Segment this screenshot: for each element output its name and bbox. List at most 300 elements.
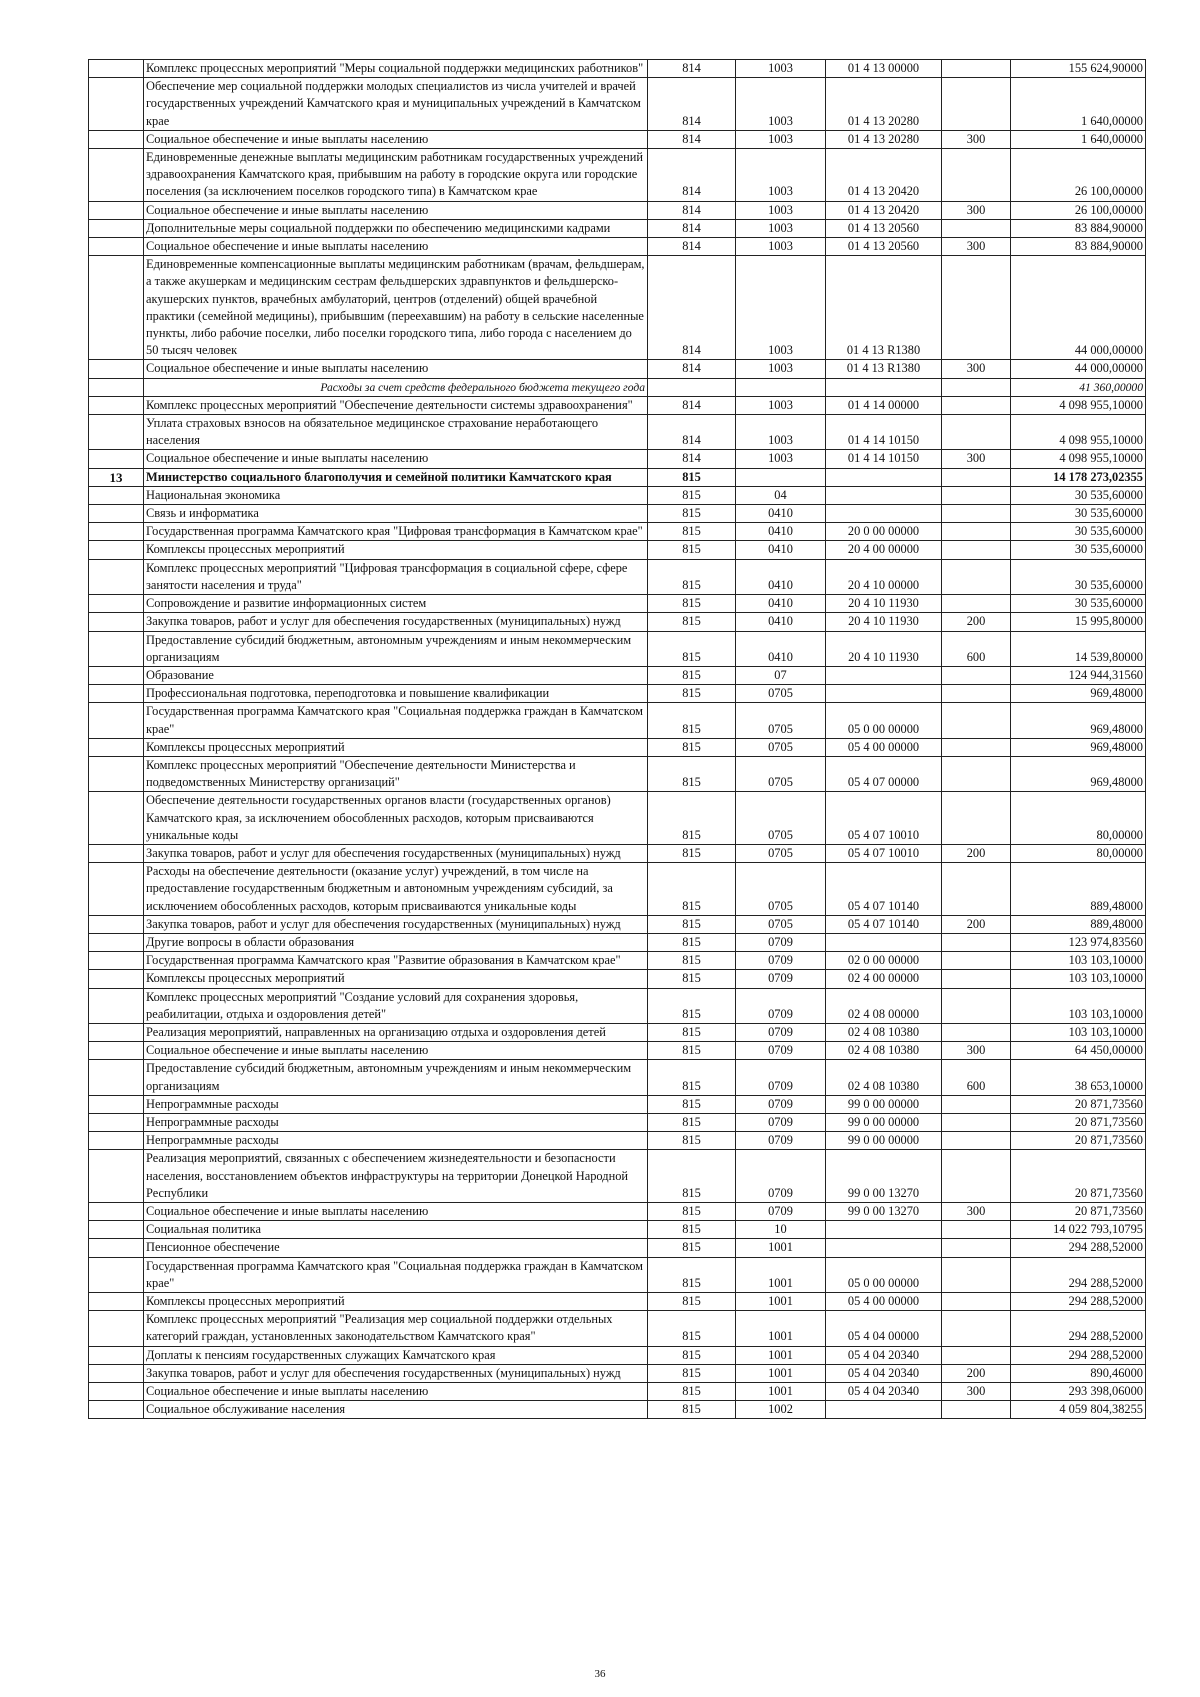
target-article-code: 20 4 10 11930 bbox=[826, 595, 942, 613]
amount: 64 450,00000 bbox=[1011, 1042, 1146, 1060]
target-article-code: 02 4 08 10380 bbox=[826, 1023, 942, 1041]
row-number bbox=[89, 844, 144, 862]
row-number bbox=[89, 703, 144, 738]
target-article-code: 05 4 04 00000 bbox=[826, 1311, 942, 1346]
table-row bbox=[89, 1023, 1146, 1041]
amount: 889,48000 bbox=[1011, 863, 1146, 916]
table-row bbox=[89, 256, 1146, 360]
ved-code: 814 bbox=[648, 78, 736, 131]
expense-type-code bbox=[942, 1150, 1011, 1203]
ved-code: 815 bbox=[648, 1383, 736, 1401]
row-number bbox=[89, 631, 144, 666]
section-code: 0709 bbox=[736, 988, 826, 1023]
target-article-code: 99 0 00 00000 bbox=[826, 1095, 942, 1113]
target-article-code: 02 4 08 00000 bbox=[826, 988, 942, 1023]
expense-type-code bbox=[942, 703, 1011, 738]
table-row bbox=[89, 595, 1146, 613]
target-article-code bbox=[826, 1239, 942, 1257]
row-name: Единовременные денежные выплаты медицинским работникам государственных учреждений здравоохранения Камчатского края, прибывшим на работу в городские округа или городские поселения (за исключением поселков городского типа) в Камчатском крае bbox=[144, 149, 648, 202]
row-name: Комплекс процессных мероприятий "Цифровая трансформация в социальной сфере, сфере занятости населения и труда" bbox=[144, 559, 648, 594]
row-name: Пенсионное обеспечение bbox=[144, 1239, 648, 1257]
table-row bbox=[89, 1042, 1146, 1060]
target-article-code: 01 4 14 10150 bbox=[826, 450, 942, 468]
expense-type-code bbox=[942, 1113, 1011, 1131]
section-code bbox=[736, 378, 826, 396]
expense-type-code: 300 bbox=[942, 1383, 1011, 1401]
section-code: 1001 bbox=[736, 1239, 826, 1257]
row-number bbox=[89, 78, 144, 131]
row-number bbox=[89, 933, 144, 951]
amount: 20 871,73560 bbox=[1011, 1132, 1146, 1150]
table-row bbox=[89, 756, 1146, 791]
ved-code: 815 bbox=[648, 1132, 736, 1150]
ved-code: 815 bbox=[648, 1042, 736, 1060]
row-number bbox=[89, 666, 144, 684]
ved-code: 814 bbox=[648, 360, 736, 378]
row-number bbox=[89, 1239, 144, 1257]
row-number bbox=[89, 396, 144, 414]
amount: 103 103,10000 bbox=[1011, 1023, 1146, 1041]
section-code: 0705 bbox=[736, 844, 826, 862]
row-name: Социальное обеспечение и иные выплаты населению bbox=[144, 450, 648, 468]
amount: 14 178 273,02355 bbox=[1011, 468, 1146, 486]
ved-code: 815 bbox=[648, 1364, 736, 1382]
section-code: 0709 bbox=[736, 1150, 826, 1203]
ved-code: 815 bbox=[648, 792, 736, 845]
expense-type-code: 200 bbox=[942, 613, 1011, 631]
row-number bbox=[89, 1060, 144, 1095]
row-number bbox=[89, 988, 144, 1023]
page-number: 36 bbox=[594, 1668, 606, 1680]
amount: 83 884,90000 bbox=[1011, 219, 1146, 237]
row-name: Уплата страховых взносов на обязательное медицинское страхование неработающего населения bbox=[144, 415, 648, 450]
target-article-code: 01 4 13 R1380 bbox=[826, 360, 942, 378]
amount: 30 535,60000 bbox=[1011, 595, 1146, 613]
section-code: 1003 bbox=[736, 219, 826, 237]
amount: 294 288,52000 bbox=[1011, 1239, 1146, 1257]
section-code: 04 bbox=[736, 486, 826, 504]
row-number bbox=[89, 792, 144, 845]
amount: 15 995,80000 bbox=[1011, 613, 1146, 631]
ved-code: 815 bbox=[648, 1150, 736, 1203]
ved-code: 815 bbox=[648, 1221, 736, 1239]
ved-code: 815 bbox=[648, 523, 736, 541]
section-code: 0709 bbox=[736, 1095, 826, 1113]
ved-code: 815 bbox=[648, 844, 736, 862]
row-name: Социальное обеспечение и иные выплаты населению bbox=[144, 1383, 648, 1401]
row-number bbox=[89, 360, 144, 378]
ved-code: 814 bbox=[648, 396, 736, 414]
row-name: Закупка товаров, работ и услуг для обеспечения государственных (муниципальных) нужд bbox=[144, 844, 648, 862]
section-code bbox=[736, 468, 826, 486]
expense-type-code bbox=[942, 1293, 1011, 1311]
row-name: Комплексы процессных мероприятий bbox=[144, 738, 648, 756]
row-name: Расходы за счет средств федерального бюджета текущего года bbox=[144, 378, 648, 396]
ved-code: 815 bbox=[648, 863, 736, 916]
table-row bbox=[89, 415, 1146, 450]
ved-code: 815 bbox=[648, 1257, 736, 1292]
amount: 103 103,10000 bbox=[1011, 970, 1146, 988]
row-name: Реализация мероприятий, связанных с обеспечением жизнедеятельности и безопасности населения, восстановлением объектов инфраструктуры на территории Донецкой Народной Республики bbox=[144, 1150, 648, 1203]
target-article-code bbox=[826, 933, 942, 951]
amount: 30 535,60000 bbox=[1011, 505, 1146, 523]
table-row bbox=[89, 541, 1146, 559]
section-code: 1003 bbox=[736, 256, 826, 360]
amount: 293 398,06000 bbox=[1011, 1383, 1146, 1401]
row-number bbox=[89, 1095, 144, 1113]
expense-type-code: 300 bbox=[942, 238, 1011, 256]
ved-code: 815 bbox=[648, 703, 736, 738]
ved-code: 815 bbox=[648, 1113, 736, 1131]
target-article-code: 05 4 00 00000 bbox=[826, 738, 942, 756]
amount: 4 098 955,10000 bbox=[1011, 396, 1146, 414]
row-number bbox=[89, 256, 144, 360]
table-row bbox=[89, 219, 1146, 237]
row-number bbox=[89, 1364, 144, 1382]
section-code: 0705 bbox=[736, 915, 826, 933]
row-name: Национальная экономика bbox=[144, 486, 648, 504]
table-row bbox=[89, 613, 1146, 631]
table-row bbox=[89, 1383, 1146, 1401]
row-name: Министерство социального благополучия и семейной политики Камчатского края bbox=[144, 468, 648, 486]
target-article-code bbox=[826, 505, 942, 523]
section-code: 1001 bbox=[736, 1293, 826, 1311]
row-number bbox=[89, 541, 144, 559]
table-row bbox=[89, 1150, 1146, 1203]
section-code: 0709 bbox=[736, 970, 826, 988]
row-number bbox=[89, 238, 144, 256]
row-name: Непрограммные расходы bbox=[144, 1113, 648, 1131]
expense-type-code bbox=[942, 738, 1011, 756]
expense-type-code bbox=[942, 988, 1011, 1023]
section-code: 0410 bbox=[736, 505, 826, 523]
amount: 30 535,60000 bbox=[1011, 523, 1146, 541]
row-number: 13 bbox=[89, 468, 144, 486]
expense-type-code bbox=[942, 60, 1011, 78]
target-article-code: 02 4 08 10380 bbox=[826, 1042, 942, 1060]
target-article-code: 05 4 04 20340 bbox=[826, 1364, 942, 1382]
section-code: 0410 bbox=[736, 541, 826, 559]
row-number bbox=[89, 685, 144, 703]
ved-code: 815 bbox=[648, 1095, 736, 1113]
row-number bbox=[89, 60, 144, 78]
table-row bbox=[89, 78, 1146, 131]
ved-code: 815 bbox=[648, 666, 736, 684]
expense-type-code bbox=[942, 863, 1011, 916]
ved-code: 815 bbox=[648, 1293, 736, 1311]
table-row bbox=[89, 1113, 1146, 1131]
amount: 1 640,00000 bbox=[1011, 130, 1146, 148]
table-row bbox=[89, 1095, 1146, 1113]
target-article-code: 02 4 00 00000 bbox=[826, 970, 942, 988]
expense-type-code: 300 bbox=[942, 201, 1011, 219]
section-code: 1003 bbox=[736, 78, 826, 131]
row-name: Социальное обеспечение и иные выплаты населению bbox=[144, 360, 648, 378]
target-article-code: 99 0 00 13270 bbox=[826, 1150, 942, 1203]
section-code: 1003 bbox=[736, 149, 826, 202]
amount: 26 100,00000 bbox=[1011, 149, 1146, 202]
expense-type-code bbox=[942, 1239, 1011, 1257]
ved-code: 815 bbox=[648, 613, 736, 631]
ved-code: 814 bbox=[648, 149, 736, 202]
expense-type-code bbox=[942, 149, 1011, 202]
row-number bbox=[89, 1042, 144, 1060]
table-row bbox=[89, 703, 1146, 738]
section-code: 0410 bbox=[736, 523, 826, 541]
table-row bbox=[89, 1132, 1146, 1150]
expense-type-code: 300 bbox=[942, 1042, 1011, 1060]
amount: 14 022 793,10795 bbox=[1011, 1221, 1146, 1239]
row-name: Закупка товаров, работ и услуг для обеспечения государственных (муниципальных) нужд bbox=[144, 613, 648, 631]
row-number bbox=[89, 738, 144, 756]
expense-type-code bbox=[942, 523, 1011, 541]
row-name: Комплекс процессных мероприятий "Меры социальной поддержки медицинских работников" bbox=[144, 60, 648, 78]
target-article-code: 01 4 14 00000 bbox=[826, 396, 942, 414]
expense-type-code bbox=[942, 378, 1011, 396]
row-name: Государственная программа Камчатского края "Развитие образования в Камчатском крае" bbox=[144, 952, 648, 970]
section-code: 0709 bbox=[736, 1113, 826, 1131]
expense-type-code bbox=[942, 952, 1011, 970]
row-number bbox=[89, 863, 144, 916]
row-number bbox=[89, 1023, 144, 1041]
expense-type-code bbox=[942, 1311, 1011, 1346]
table-row bbox=[89, 1257, 1146, 1292]
row-number bbox=[89, 523, 144, 541]
row-name: Социальное обслуживание населения bbox=[144, 1401, 648, 1419]
ved-code: 814 bbox=[648, 256, 736, 360]
expense-type-code bbox=[942, 541, 1011, 559]
section-code: 0705 bbox=[736, 863, 826, 916]
target-article-code bbox=[826, 486, 942, 504]
row-number bbox=[89, 1311, 144, 1346]
ved-code: 815 bbox=[648, 915, 736, 933]
ved-code: 814 bbox=[648, 415, 736, 450]
target-article-code: 20 4 00 00000 bbox=[826, 541, 942, 559]
document-page bbox=[88, 59, 1145, 1419]
row-name: Образование bbox=[144, 666, 648, 684]
row-number bbox=[89, 1150, 144, 1203]
row-name: Социальное обеспечение и иные выплаты населению bbox=[144, 130, 648, 148]
section-code: 1003 bbox=[736, 450, 826, 468]
ved-code: 815 bbox=[648, 1311, 736, 1346]
table-row bbox=[89, 1346, 1146, 1364]
amount: 124 944,31560 bbox=[1011, 666, 1146, 684]
expense-type-code bbox=[942, 486, 1011, 504]
section-code: 0705 bbox=[736, 792, 826, 845]
ved-code: 815 bbox=[648, 952, 736, 970]
expense-type-code bbox=[942, 468, 1011, 486]
expense-type-code bbox=[942, 559, 1011, 594]
row-name: Предоставление субсидий бюджетным, автономным учреждениям и иным некоммерческим организациям bbox=[144, 1060, 648, 1095]
table-row bbox=[89, 685, 1146, 703]
amount: 20 871,73560 bbox=[1011, 1095, 1146, 1113]
ved-code: 814 bbox=[648, 130, 736, 148]
amount: 294 288,52000 bbox=[1011, 1257, 1146, 1292]
row-name: Непрограммные расходы bbox=[144, 1132, 648, 1150]
row-name: Комплексы процессных мероприятий bbox=[144, 970, 648, 988]
section-code: 1001 bbox=[736, 1311, 826, 1346]
section-code: 1001 bbox=[736, 1364, 826, 1382]
table-row bbox=[89, 631, 1146, 666]
section-code: 1001 bbox=[736, 1257, 826, 1292]
section-code: 1003 bbox=[736, 201, 826, 219]
ved-code: 815 bbox=[648, 1060, 736, 1095]
table-row bbox=[89, 933, 1146, 951]
section-code: 1003 bbox=[736, 60, 826, 78]
row-name: Комплекс процессных мероприятий "Создание условий для сохранения здоровья, реабилитации, отдыха и оздоровления детей" bbox=[144, 988, 648, 1023]
row-name: Обеспечение деятельности государственных органов власти (государственных органов) Камчатского края, за исключением обособленных расходов, которым присваиваются уникальные коды bbox=[144, 792, 648, 845]
target-article-code: 01 4 13 20560 bbox=[826, 238, 942, 256]
row-number bbox=[89, 486, 144, 504]
amount: 30 535,60000 bbox=[1011, 541, 1146, 559]
row-name: Обеспечение мер социальной поддержки молодых специалистов из числа учителей и врачей государственных учреждений Камчатского края и муниципальных учреждений в Камчатском крае bbox=[144, 78, 648, 131]
table-row bbox=[89, 863, 1146, 916]
ved-code: 815 bbox=[648, 1203, 736, 1221]
row-number bbox=[89, 1221, 144, 1239]
table-row bbox=[89, 792, 1146, 845]
section-code: 1001 bbox=[736, 1383, 826, 1401]
table-row bbox=[89, 1401, 1146, 1419]
target-article-code: 05 4 00 00000 bbox=[826, 1293, 942, 1311]
expense-type-code bbox=[942, 256, 1011, 360]
table-row bbox=[89, 201, 1146, 219]
row-number bbox=[89, 1401, 144, 1419]
target-article-code: 01 4 13 R1380 bbox=[826, 256, 942, 360]
section-code: 1003 bbox=[736, 415, 826, 450]
amount: 30 535,60000 bbox=[1011, 486, 1146, 504]
expense-type-code bbox=[942, 666, 1011, 684]
section-code: 1003 bbox=[736, 130, 826, 148]
row-number bbox=[89, 1293, 144, 1311]
target-article-code: 99 0 00 13270 bbox=[826, 1203, 942, 1221]
target-article-code: 01 4 13 20560 bbox=[826, 219, 942, 237]
target-article-code: 01 4 13 20420 bbox=[826, 201, 942, 219]
amount: 83 884,90000 bbox=[1011, 238, 1146, 256]
table-row bbox=[89, 360, 1146, 378]
ved-code: 815 bbox=[648, 559, 736, 594]
section-code: 0709 bbox=[736, 952, 826, 970]
table-row bbox=[89, 970, 1146, 988]
target-article-code: 20 4 10 11930 bbox=[826, 613, 942, 631]
expense-type-code bbox=[942, 1095, 1011, 1113]
row-name: Закупка товаров, работ и услуг для обеспечения государственных (муниципальных) нужд bbox=[144, 915, 648, 933]
row-number bbox=[89, 1132, 144, 1150]
table-row bbox=[89, 1293, 1146, 1311]
row-name: Государственная программа Камчатского края "Социальная поддержка граждан в Камчатском крае" bbox=[144, 1257, 648, 1292]
amount: 155 624,90000 bbox=[1011, 60, 1146, 78]
ved-code: 815 bbox=[648, 631, 736, 666]
table-row bbox=[89, 378, 1146, 396]
table-row bbox=[89, 486, 1146, 504]
table-row bbox=[89, 915, 1146, 933]
amount: 4 098 955,10000 bbox=[1011, 450, 1146, 468]
target-article-code: 01 4 13 00000 bbox=[826, 60, 942, 78]
table-row bbox=[89, 238, 1146, 256]
expense-type-code: 200 bbox=[942, 915, 1011, 933]
amount: 41 360,00000 bbox=[1011, 378, 1146, 396]
table-row bbox=[89, 1203, 1146, 1221]
expense-type-code bbox=[942, 1221, 1011, 1239]
amount: 4 098 955,10000 bbox=[1011, 415, 1146, 450]
expense-type-code bbox=[942, 396, 1011, 414]
row-name: Социальное обеспечение и иные выплаты населению bbox=[144, 1203, 648, 1221]
row-name: Социальное обеспечение и иные выплаты населению bbox=[144, 238, 648, 256]
row-number bbox=[89, 613, 144, 631]
ved-code: 814 bbox=[648, 450, 736, 468]
section-code: 1001 bbox=[736, 1346, 826, 1364]
row-number bbox=[89, 505, 144, 523]
row-name: Социальное обеспечение и иные выплаты населению bbox=[144, 1042, 648, 1060]
target-article-code: 01 4 13 20280 bbox=[826, 130, 942, 148]
row-number bbox=[89, 1203, 144, 1221]
expense-type-code bbox=[942, 415, 1011, 450]
row-number bbox=[89, 1383, 144, 1401]
row-number bbox=[89, 1346, 144, 1364]
row-name: Государственная программа Камчатского края "Цифровая трансформация в Камчатском крае" bbox=[144, 523, 648, 541]
target-article-code bbox=[826, 378, 942, 396]
row-name: Комплекс процессных мероприятий "Обеспечение деятельности Министерства и подведомственных Министерству организаций" bbox=[144, 756, 648, 791]
amount: 20 871,73560 bbox=[1011, 1203, 1146, 1221]
amount: 889,48000 bbox=[1011, 915, 1146, 933]
row-number bbox=[89, 1257, 144, 1292]
ved-code: 815 bbox=[648, 970, 736, 988]
section-code: 07 bbox=[736, 666, 826, 684]
target-article-code: 05 4 07 10140 bbox=[826, 863, 942, 916]
table-row bbox=[89, 844, 1146, 862]
section-code: 0705 bbox=[736, 685, 826, 703]
row-number bbox=[89, 595, 144, 613]
target-article-code: 05 0 00 00000 bbox=[826, 1257, 942, 1292]
amount: 294 288,52000 bbox=[1011, 1346, 1146, 1364]
expense-type-code bbox=[942, 685, 1011, 703]
expense-type-code: 300 bbox=[942, 360, 1011, 378]
table-row bbox=[89, 1060, 1146, 1095]
row-name: Государственная программа Камчатского края "Социальная поддержка граждан в Камчатском крае" bbox=[144, 703, 648, 738]
amount: 103 103,10000 bbox=[1011, 952, 1146, 970]
table-row bbox=[89, 738, 1146, 756]
expense-type-code bbox=[942, 1401, 1011, 1419]
ved-code: 815 bbox=[648, 685, 736, 703]
amount: 80,00000 bbox=[1011, 844, 1146, 862]
section-code: 1003 bbox=[736, 238, 826, 256]
section-code: 0705 bbox=[736, 756, 826, 791]
expense-type-code bbox=[942, 1023, 1011, 1041]
ved-code: 815 bbox=[648, 595, 736, 613]
table-row bbox=[89, 396, 1146, 414]
ved-code: 815 bbox=[648, 468, 736, 486]
ved-code: 815 bbox=[648, 1239, 736, 1257]
expense-type-code: 600 bbox=[942, 1060, 1011, 1095]
target-article-code: 99 0 00 00000 bbox=[826, 1132, 942, 1150]
ved-code: 814 bbox=[648, 219, 736, 237]
row-name: Предоставление субсидий бюджетным, автономным учреждениям и иным некоммерческим организациям bbox=[144, 631, 648, 666]
expense-type-code: 200 bbox=[942, 844, 1011, 862]
ved-code: 815 bbox=[648, 1023, 736, 1041]
section-code: 0410 bbox=[736, 631, 826, 666]
section-code: 1003 bbox=[736, 360, 826, 378]
target-article-code: 05 4 07 10010 bbox=[826, 844, 942, 862]
target-article-code: 05 0 00 00000 bbox=[826, 703, 942, 738]
row-name: Профессиональная подготовка, переподготовка и повышение квалификации bbox=[144, 685, 648, 703]
amount: 80,00000 bbox=[1011, 792, 1146, 845]
amount: 30 535,60000 bbox=[1011, 559, 1146, 594]
target-article-code: 05 4 04 20340 bbox=[826, 1383, 942, 1401]
row-number bbox=[89, 970, 144, 988]
section-code: 1003 bbox=[736, 396, 826, 414]
section-code: 1002 bbox=[736, 1401, 826, 1419]
target-article-code: 01 4 13 20420 bbox=[826, 149, 942, 202]
ved-code: 814 bbox=[648, 201, 736, 219]
